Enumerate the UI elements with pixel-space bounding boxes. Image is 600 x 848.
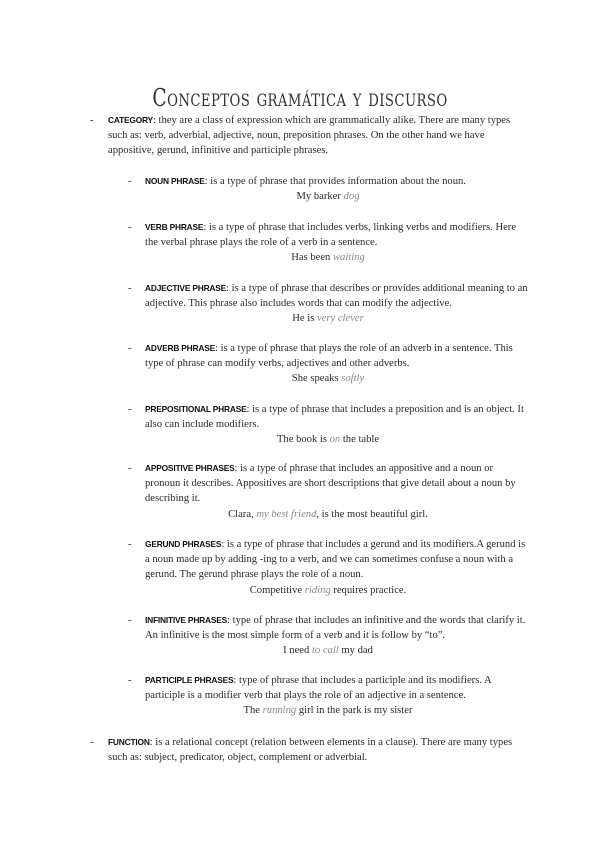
phrase-definition — [128, 613, 528, 643]
bullet-dash: - — [128, 404, 132, 415]
phrase-term: GERUND PHRASES — [145, 539, 222, 549]
phrase-term: PREPOSITIONAL PHRASE — [145, 404, 247, 414]
phrase-text: : is a type of phrase that describes or provides additional meaning to an adjective. This phrase also includes words that can modify the adjective. — [145, 283, 528, 310]
phrase-term: NOUN PHRASE — [145, 176, 205, 186]
category-term: CATEGORY — [108, 115, 153, 125]
phrase-item-adjective — [128, 281, 528, 327]
bullet-dash: - — [128, 343, 132, 354]
phrase-term: ADJECTIVE PHRASE — [145, 283, 227, 293]
category-item — [90, 113, 530, 159]
example-before: My barker — [296, 191, 344, 203]
phrase-definition — [128, 281, 528, 311]
phrase-example — [128, 432, 528, 447]
example-after: girl in the park is my sister — [296, 705, 413, 717]
phrase-definition — [128, 341, 528, 371]
phrase-item-noun — [128, 174, 528, 204]
phrase-definition — [128, 537, 528, 583]
bullet-dash: - — [128, 222, 132, 233]
example-after: my dad — [338, 645, 373, 657]
example-highlight: on — [329, 434, 341, 446]
function-text: : is a relational concept (relation between elements in a clause). There are many types such as: subject, predicator, object, complement or adverbial. — [108, 737, 513, 764]
phrase-example — [128, 311, 528, 326]
function-paragraph — [90, 735, 530, 765]
phrase-item-prepositional — [128, 402, 528, 448]
bullet-dash: - — [128, 176, 132, 187]
phrase-text: : is a type of phrase that includes a preposition and is an object. It also can include modifiers. — [145, 404, 524, 431]
phrase-definition — [128, 174, 528, 189]
example-after: the table — [340, 434, 380, 446]
phrase-text: : is a type of phrase that provides information about the noun. — [204, 176, 466, 187]
phrase-definition — [128, 461, 528, 507]
phrase-text: : is a type of phrase that includes verbs, linking verbs and modifiers. Here the verbal phrase plays the role of a verb in a sentence. — [145, 222, 517, 249]
page-title: Conceptos gramática y discurso — [152, 84, 448, 113]
example-after: requires practice. — [330, 584, 407, 596]
phrase-text: : is a type of phrase that plays the role of an adverb in a sentence. This type of phrase can modify verbs, adjectives and other adverbs. — [145, 343, 513, 370]
phrase-text: : type of phrase that includes a participle and its modifiers. A participle is a modifier verb that plays the role of an adjective in a sentence. — [145, 675, 492, 702]
phrase-example — [128, 371, 528, 386]
phrase-definition — [128, 673, 528, 703]
example-highlight: my best friend — [256, 508, 317, 520]
example-highlight: softly — [341, 373, 365, 385]
phrase-definition — [128, 220, 528, 250]
phrase-example — [128, 189, 528, 204]
phrase-example — [128, 250, 528, 265]
bullet-dash: - — [90, 115, 94, 126]
example-before: She speaks — [291, 373, 342, 385]
example-highlight: to call — [311, 645, 339, 657]
phrase-item-appositive — [128, 461, 528, 522]
bullet-dash: - — [128, 283, 132, 294]
example-before: Clara, — [228, 508, 257, 520]
phrase-term: ADVERB PHRASE — [145, 343, 215, 353]
example-before: Competitive — [249, 584, 305, 596]
function-term: FUNCTION — [108, 737, 150, 747]
bullet-dash: - — [128, 539, 132, 550]
example-before: The — [243, 705, 263, 717]
phrase-text: : is a type of phrase that includes a gerund and its modifiers.A gerund is a noun made up by adding -ing to a verb, and we can sometimes confuse a noun with a gerund. The gerund phrase plays the role of a noun. — [145, 539, 526, 581]
example-highlight: dog — [343, 191, 360, 203]
example-before: The book is — [276, 434, 330, 446]
example-before: I need — [283, 645, 312, 657]
phrase-text: : type of phrase that includes an infinitive and the words that clarify it. An infinitive is the most simple form of a verb and it is follow by “to”. — [145, 615, 526, 642]
phrase-item-gerund — [128, 537, 528, 598]
function-item — [90, 735, 530, 765]
phrase-definition — [128, 402, 528, 432]
phrase-term: APPOSITIVE PHRASES — [145, 463, 235, 473]
phrase-item-verb — [128, 220, 528, 266]
category-text: : they are a class of expression which are grammatically alike. There are many types such as: verb, adverbial, adjective, noun, preposition phrases. On the other hand we have appositive, gerund, infinitive and participle phrases. — [108, 115, 511, 157]
example-highlight: running — [262, 705, 297, 717]
phrase-item-infinitive — [128, 613, 528, 659]
bullet-dash: - — [128, 615, 132, 626]
example-highlight: very clever — [316, 313, 364, 325]
phrase-item-participle — [128, 673, 528, 719]
phrase-example — [128, 507, 528, 522]
phrase-text: : is a type of phrase that includes an appositive and a noun or pronoun it describes. Appositives are short descriptions that give detail about a noun by describing it. — [145, 463, 516, 505]
category-paragraph — [90, 113, 530, 159]
example-highlight: riding — [304, 584, 331, 596]
example-highlight: waiting — [332, 252, 365, 264]
example-after: , is the most beautiful girl. — [316, 508, 428, 520]
example-before: He is — [292, 313, 317, 325]
bullet-dash: - — [128, 675, 132, 686]
phrase-term: INFINITIVE PHRASES — [145, 615, 228, 625]
phrase-item-adverb — [128, 341, 528, 387]
example-before: Has been — [291, 252, 333, 264]
phrase-term: PARTICIPLE PHRASES — [145, 675, 234, 685]
phrase-example — [128, 643, 528, 658]
bullet-dash: - — [90, 737, 94, 748]
phrase-example — [128, 703, 528, 718]
bullet-dash: - — [128, 463, 132, 474]
phrase-example — [128, 583, 528, 598]
phrase-term: VERB PHRASE — [145, 222, 204, 232]
